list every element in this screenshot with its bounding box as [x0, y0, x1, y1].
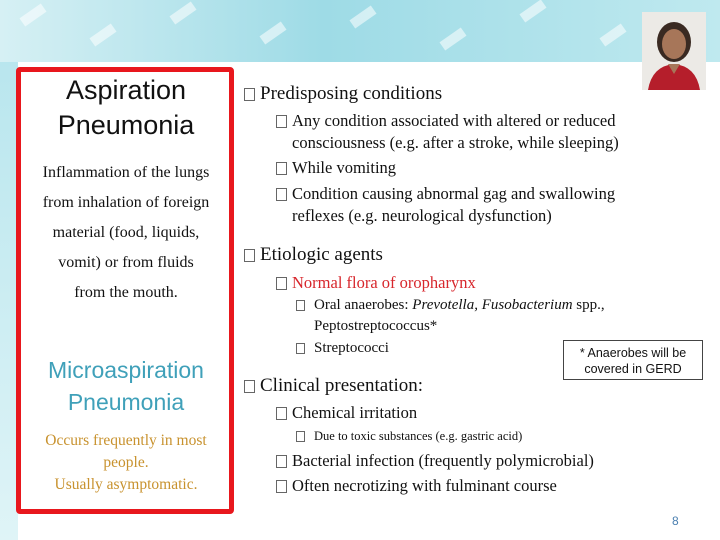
predisposing-item-2: While vomiting — [276, 158, 396, 178]
etiologic-peptostreptococcus: Peptostreptococcus* — [314, 318, 438, 334]
predisposing-item-1: Any condition associated with altered or reduced — [276, 111, 615, 131]
anaerobes-note-box — [563, 340, 703, 380]
square-box-icon — [244, 249, 255, 262]
aspiration-title-line2: Pneumonia — [57, 110, 195, 140]
clinical-subitem-toxic: Due to toxic substances (e.g. gastric acid) — [296, 429, 522, 444]
square-box-icon — [276, 455, 287, 468]
clinical-item-bacterial: Bacterial infection (frequently polymicrobial) — [276, 451, 594, 471]
definition-line-2: from inhalation of foreign — [42, 194, 210, 211]
square-box-icon — [244, 88, 255, 101]
note-line-2: covered in GERD — [584, 362, 682, 376]
clinical-item-chemical: Chemical irritation — [276, 403, 417, 423]
square-box-icon — [276, 162, 287, 175]
clinical-item-necrotizing: Often necrotizing with fulminant course — [276, 476, 557, 496]
microaspiration-desc-line-2: people. — [103, 454, 149, 471]
predisposing-item-3: Condition causing abnormal gag and swallowing — [276, 184, 615, 204]
microaspiration-desc-line-1: Occurs frequently in most — [45, 432, 207, 449]
etiologic-heading: Etiologic agents — [244, 244, 383, 266]
etiologic-normal-flora: Normal flora of oropharynx — [276, 273, 476, 293]
etiologic-oral-anaerobes: Oral anaerobes: Prevotella, Fusobacterium spp., — [296, 297, 605, 314]
square-box-icon — [296, 343, 305, 354]
square-box-icon — [276, 188, 287, 201]
definition-line-1: Inflammation of the lungs — [42, 164, 210, 181]
top-decorative-band — [0, 0, 720, 62]
definition-line-3: material (food, liquids, — [52, 224, 200, 241]
predisposing-heading: Predisposing conditions — [244, 83, 442, 105]
square-box-icon — [244, 380, 255, 393]
predisposing-item-1-cont: consciousness (e.g. after a stroke, while sleeping) — [292, 133, 619, 152]
page-number: 8 — [672, 514, 679, 528]
predisposing-item-3-cont: reflexes (e.g. neurological dysfunction) — [292, 206, 552, 225]
definition-line-5: from the mouth. — [74, 284, 178, 301]
square-box-icon — [276, 480, 287, 493]
square-box-icon — [296, 431, 305, 442]
square-box-icon — [276, 115, 287, 128]
square-box-icon — [276, 407, 287, 420]
square-box-icon — [296, 300, 305, 311]
microaspiration-desc-line-3: Usually asymptomatic. — [54, 476, 198, 493]
presenter-photo — [642, 12, 706, 90]
microaspiration-title-line2: Pneumonia — [67, 389, 185, 415]
etiologic-streptococci: Streptococci — [296, 340, 389, 357]
note-line-1: * Anaerobes will be — [579, 346, 687, 360]
square-box-icon — [276, 277, 287, 290]
definition-line-4: vomit) or from fluids — [58, 254, 194, 271]
aspiration-title-line1: Aspiration — [65, 75, 187, 105]
microaspiration-title-line1: Microaspiration — [48, 357, 204, 383]
clinical-heading: Clinical presentation: — [244, 375, 423, 397]
